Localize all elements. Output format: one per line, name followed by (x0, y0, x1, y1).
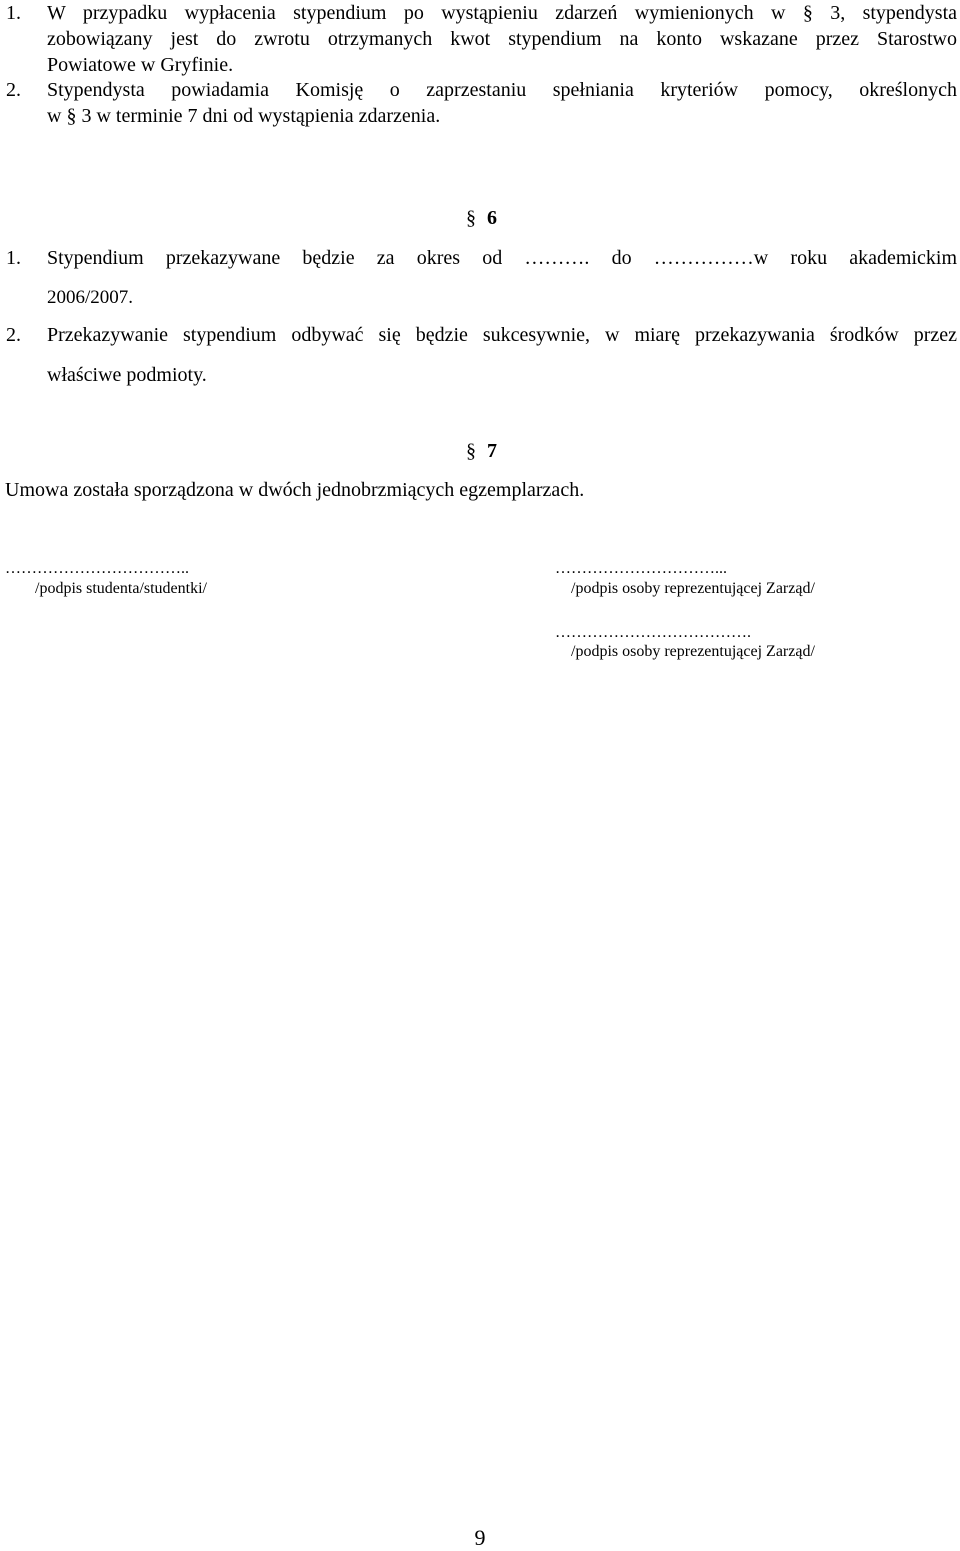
section-7-heading (466, 440, 497, 463)
section-6-heading (466, 207, 497, 230)
item-2-line-1: Przekazywanie stypendium odbywać się będzie sukcesywnie, w miarę przekazywania środków przez (47, 324, 957, 346)
item-number: 2. (6, 324, 21, 346)
student-signature-line: …………………………….. (5, 560, 189, 577)
representative-2-signature-label: /podpis osoby reprezentującej Zarząd/ (571, 643, 815, 660)
page-number: 9 (474, 1525, 486, 1550)
item-2-line-1: Stypendysta powiadamia Komisję o zaprzestaniu spełniania kryteriów pomocy, określonych (47, 79, 957, 101)
date-to-blank: ……………w roku akademickim (653, 247, 958, 269)
item-1-line-1: W przypadku wypłacenia stypendium po wystąpieniu zdarzeń wymienionych w § 3, stypendysta (47, 2, 958, 24)
item-1-line-1: Stypendium przekazywane będzie za okres od ………. do ……………w roku akademickim (47, 247, 958, 269)
section-sign: § (466, 207, 476, 229)
item-2-line-2: właściwe podmioty. (47, 364, 207, 386)
item-1-line-2: zobowiązany jest do zwrotu otrzymanych kwot stypendium na konto wskazane przez Starostwo (47, 28, 957, 50)
section-sign: § (802, 2, 813, 24)
student-signature-label: /podpis studenta/studentki/ (35, 580, 207, 597)
item-1-line-2: 2006/2007. (47, 287, 134, 308)
item-number: 2. (6, 79, 21, 101)
section-number: 7 (487, 440, 497, 462)
item-number: 1. (6, 2, 21, 24)
representative-1-signature-line: …………………………... (555, 560, 727, 577)
representative-2-signature-line: ………………………………. (555, 624, 751, 641)
section-sign: § (66, 105, 77, 127)
section-number: 6 (487, 207, 497, 229)
item-number: 1. (6, 247, 21, 269)
item-2-line-2: w § 3 w terminie 7 dni od wystąpienia zdarzenia. (47, 105, 441, 127)
section-sign: § (466, 440, 476, 462)
representative-1-signature-label: /podpis osoby reprezentującej Zarząd/ (571, 580, 815, 597)
item-1-line-3: Powiatowe w Gryfinie. (47, 54, 234, 76)
date-from-blank: ………. do (524, 247, 632, 269)
section-7-text: Umowa została sporządzona w dwóch jednobrzmiących egzemplarzach. (5, 479, 585, 501)
